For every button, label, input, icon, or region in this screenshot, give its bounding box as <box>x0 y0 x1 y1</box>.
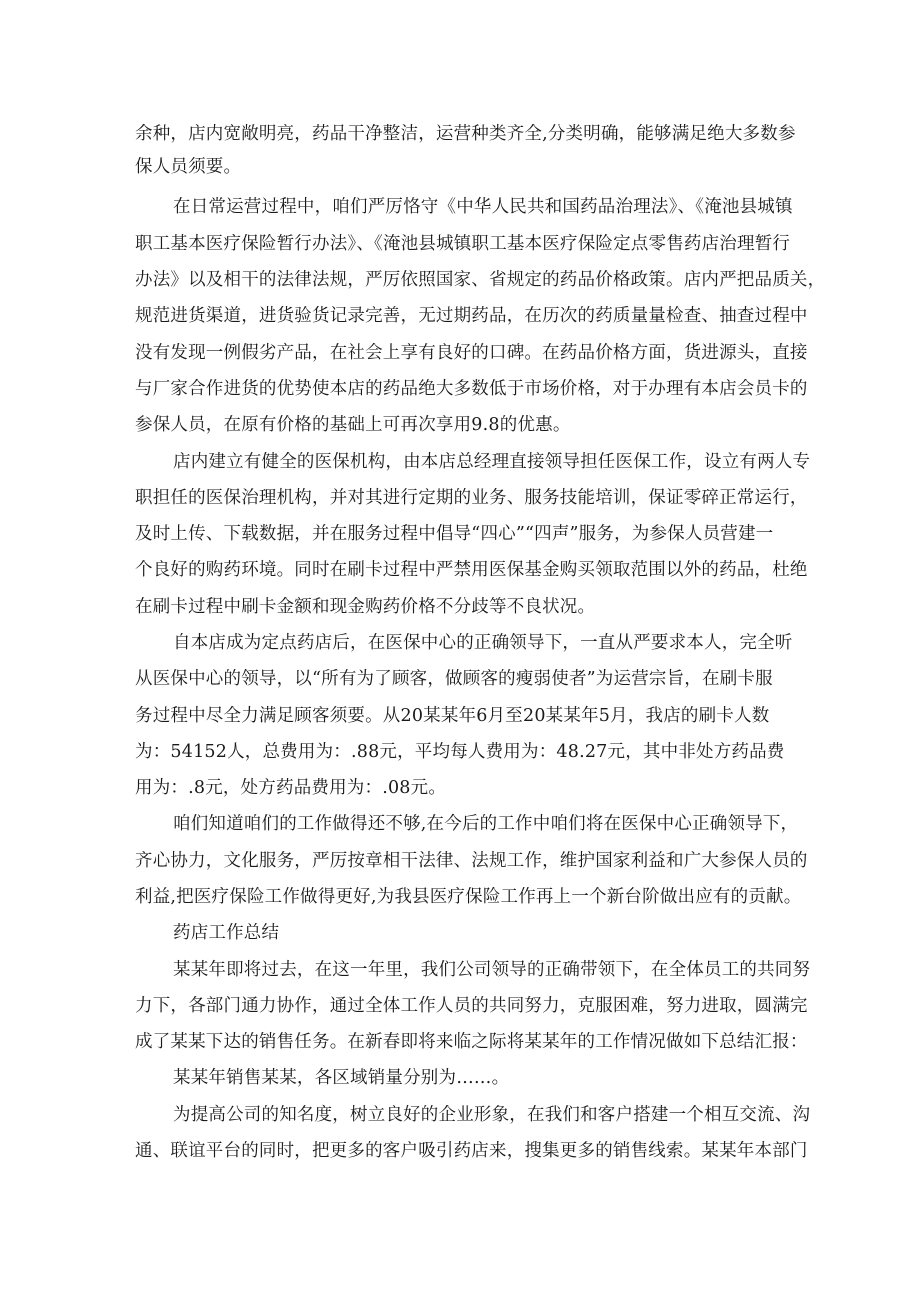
text-line: 保人员须要。 <box>135 157 242 177</box>
text-line: 办法》以及相干的法律法规，严厉依照国家、省规定的药品价格政策。店内严把品质关， <box>135 270 826 290</box>
text-line: 某某年即将过去，在这一年里，我们公司领导的正确带领下，在全体员工的共同努 <box>173 960 811 980</box>
section-heading: 药店工作总结 <box>173 923 280 943</box>
text-line: 职担任的医保治理机构，并对其进行定期的业务、服务技能培训，保证零碎正常运行， <box>135 488 808 508</box>
text-line: 店内建立有健全的医保机构，由本店总经理直接领导担任医保工作，设立有两人专 <box>173 452 811 472</box>
text-line: 规范进货渠道，进货验货记录完善，无过期药品，在历次的药质量量检查、抽查过程中 <box>135 306 808 326</box>
text-line: 为提高公司的知名度，树立良好的企业形象，在我们和客户搭建一个相互交流、沟 <box>173 1105 811 1125</box>
text-line: 与厂家合作进货的优势使本店的药品绝大多数低于市场价格，对于办理有本店会员卡的 <box>135 379 808 399</box>
text-line: 力下，各部门通力协作，通过全体工作人员的共同努力，克服困难，努力进取，圆满完 <box>135 996 808 1016</box>
text-line: 用为：.8元，处方药品费用为：.08元。 <box>135 778 447 798</box>
text-line: 没有发现一例假劣产品，在社会上享有良好的口碑。在药品价格方面，货进源头，直接 <box>135 343 808 363</box>
text-line: 齐心协力，文化服务，严厉按章相干法律、法规工作，维护国家利益和广大参保人员的 <box>135 851 808 871</box>
text-line: 咱们知道咱们的工作做得还不够,在今后的工作中咱们将在医保中心正确领导下， <box>173 814 799 834</box>
text-line: 余种，店内宽敞明亮，药品干净整洁，运营种类齐全,分类明确，能够满足绝大多数参 <box>135 124 796 144</box>
text-line: 从医保中心的领导，以“所有为了顾客，做顾客的瘦弱使者”为运营宗旨，在刷卡服 <box>135 669 773 689</box>
text-line: 通、联谊平台的同时，把更多的客户吸引药店来，搜集更多的销售线索。某某年本部门 <box>135 1141 808 1161</box>
text-line: 职工基本医疗保险暂行办法》、《淹池县城镇职工基本医疗保险定点零售药店治理暂行 <box>135 234 791 254</box>
text-line: 个良好的购药环境。同时在刷卡过程中严禁用医保基金购买领取范围以外的药品，杜绝 <box>135 560 808 580</box>
text-line: 参保人员，在原有价格的基础上可再次享用9.8的优惠。 <box>135 415 571 435</box>
text-line: 自本店成为定点药店后，在医保中心的正确领导下，一直从严要求本人，完全听 <box>173 633 793 653</box>
text-line: 在刷卡过程中刷卡金额和现金购药价格不分歧等不良状况。 <box>135 597 596 617</box>
text-line: 某某年销售某某，各区域销量分别为……。 <box>173 1068 510 1088</box>
text-line: 务过程中尽全力满足顾客须要。从20某某年6月至20某某年5月，我店的刷卡人数 <box>135 706 770 726</box>
text-line: 成了某某下达的销售任务。在新春即将来临之际将某某年的工作情况做如下总结汇报： <box>135 1032 808 1052</box>
text-line: 在日常运营过程中，咱们严厉恪守《中华人民共和国药品治理法》、《淹池县城镇 <box>173 197 793 217</box>
text-line: 及时上传、下载数据，并在服务过程中倡导“四心”“四声”服务，为参保人员营建一 <box>135 524 774 544</box>
text-line: 利益,把医疗保险工作做得更好,为我县医疗保险工作再上一个新台阶做出应有的贡献。 <box>135 887 802 907</box>
text-line: 为：54152人，总费用为：.88元，平均每人费用为：48.27元，其中非处方药品费 <box>135 742 785 762</box>
